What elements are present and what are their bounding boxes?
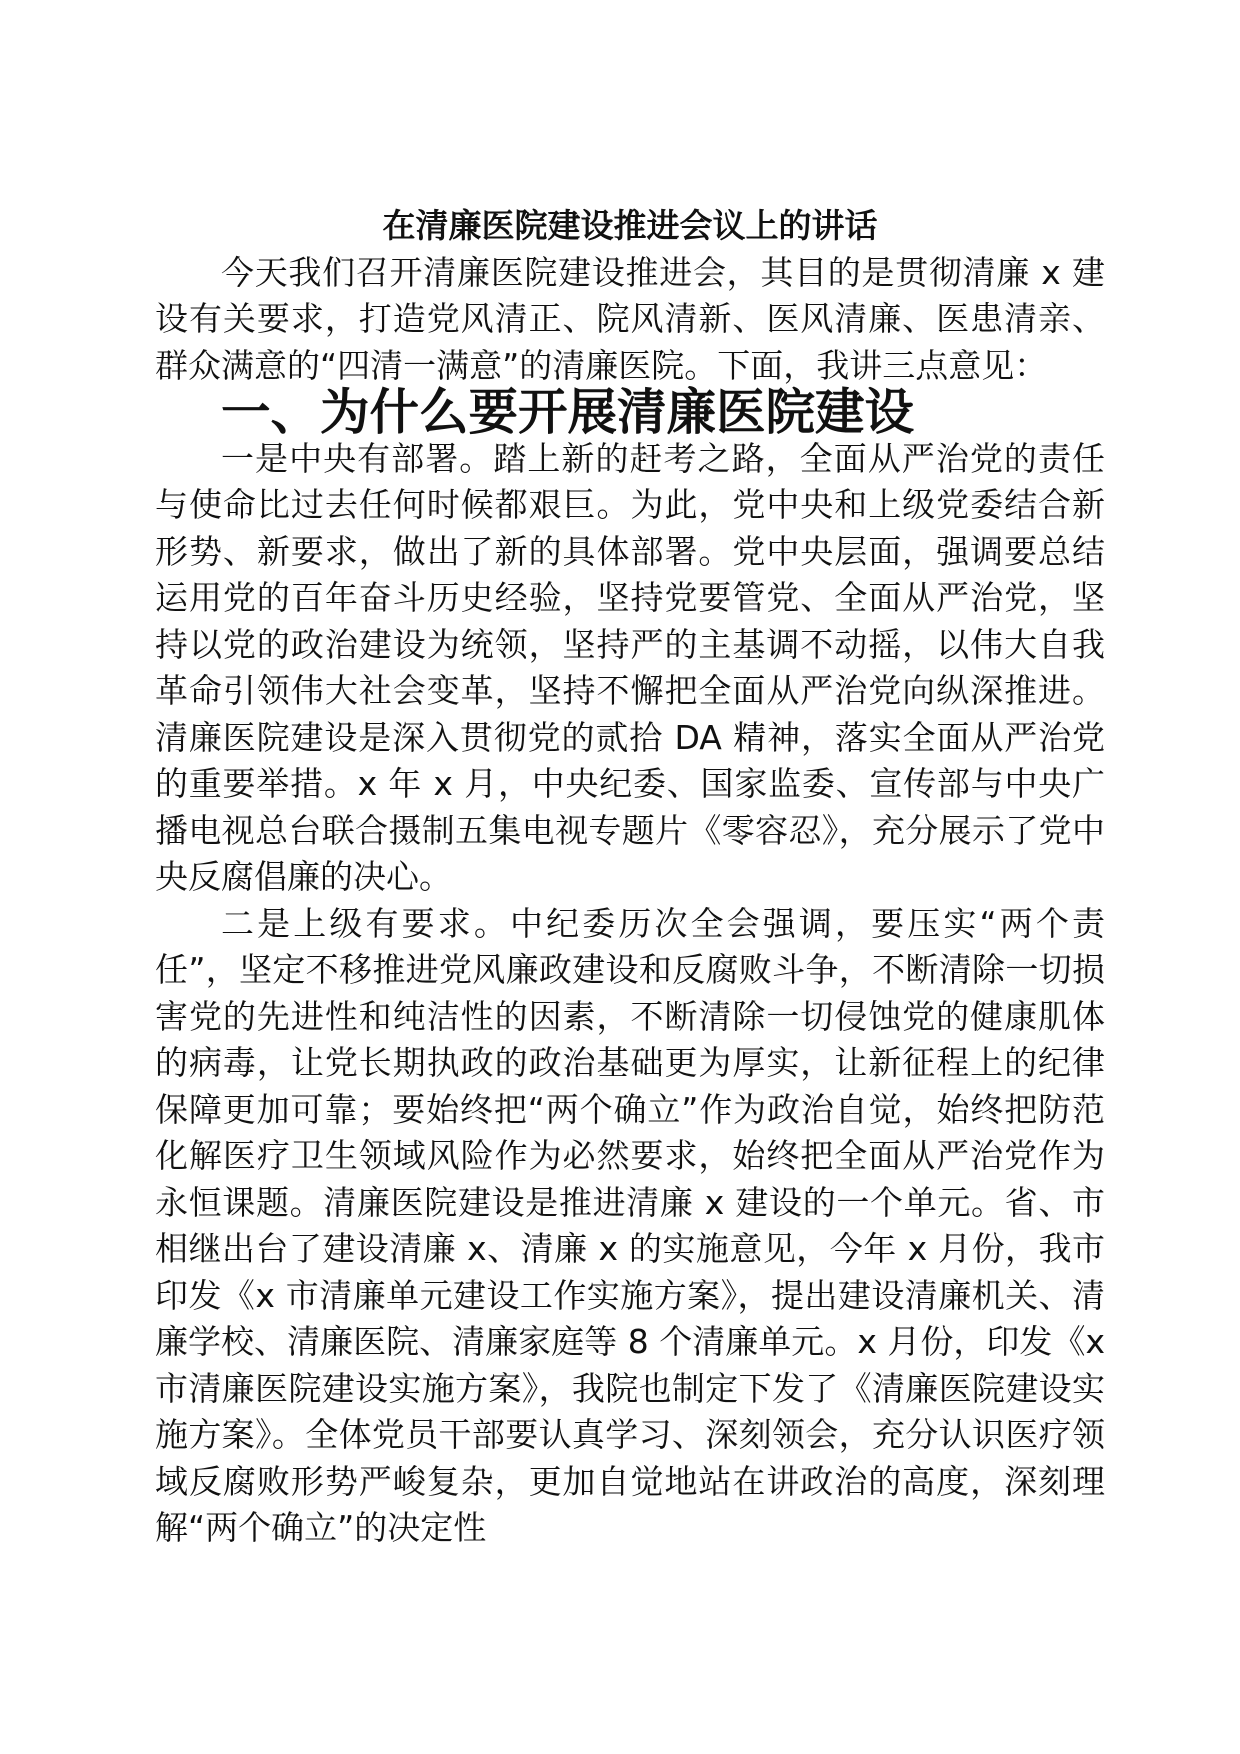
intro-paragraph: 今天我们召开清廉医院建设推进会，其目的是贯彻清廉 x 建设有关要求，打造党风清正、院风清新、医风清廉、医患清亲、群众满意的“四清一满意”的清廉医院。下面，我讲三点意见：: [155, 252, 1105, 385]
document-title: 在清廉医院建设推进会议上的讲话: [382, 206, 878, 245]
document-body: [155, 203, 1105, 1552]
section-heading: 一、为什么要开展清廉医院建设: [221, 383, 914, 441]
paragraph-superior-requirements: 二是上级有要求。中纪委历次全会强调，要压实“两个责任”，坚定不移推进党风廉政建设和反腐败斗争，不断清除一切损害党的先进性和纯洁性的因素，不断清除一切侵蚀党的健康肌体的病毒，让党长期执政的政治基础更为厚实，让新征程上的纪律保障更加可靠；要始终把“两个确立”作为政治自觉，始终把防范化解医疗卫生领域风险作为必然要求，始终把全面从严治党作为永恒课题。清廉医院建设是推进清廉 x 建设的一个单元。省、市相继出台了建设清廉 x、清廉 x 的实施意见，今年 x 月份，我市印发《x 市清廉单元建设工作实施方案》，提出建设清廉机关、清廉学校、清廉医院、清廉家庭等 8 个清廉单元。x 月份，印发《x 市清廉医院建设实施方案》，我院也制定下发了《清廉医院建设实施方案》。全体党员干部要认真学习、深刻领会，充分认识医疗领域反腐败形势严峻复杂，更加自觉地站在讲政治的高度，深刻理解“两个确立”的决定性: [155, 903, 1105, 1547]
paragraph-central-deployment: 一是中央有部署。踏上新的赶考之路，全面从严治党的责任与使命比过去任何时候都艰巨。为此，党中央和上级党委结合新形势、新要求，做出了新的具体部署。党中央层面，强调要总结运用党的百年奋斗历史经验，坚持党要管党、全面从严治党，坚持以党的政治建设为统领，坚持严的主基调不动摇，以伟大自我革命引领伟大社会变革，坚持不懈把全面从严治党向纵深推进。清廉医院建设是深入贯彻党的贰拾 DA 精神，落实全面从严治党的重要举措。x 年 x 月，中央纪委、国家监委、宣传部与中央广播电视总台联合摄制五集电视专题片《零容忍》，充分展示了党中央反腐倡廉的决心。: [155, 438, 1105, 896]
